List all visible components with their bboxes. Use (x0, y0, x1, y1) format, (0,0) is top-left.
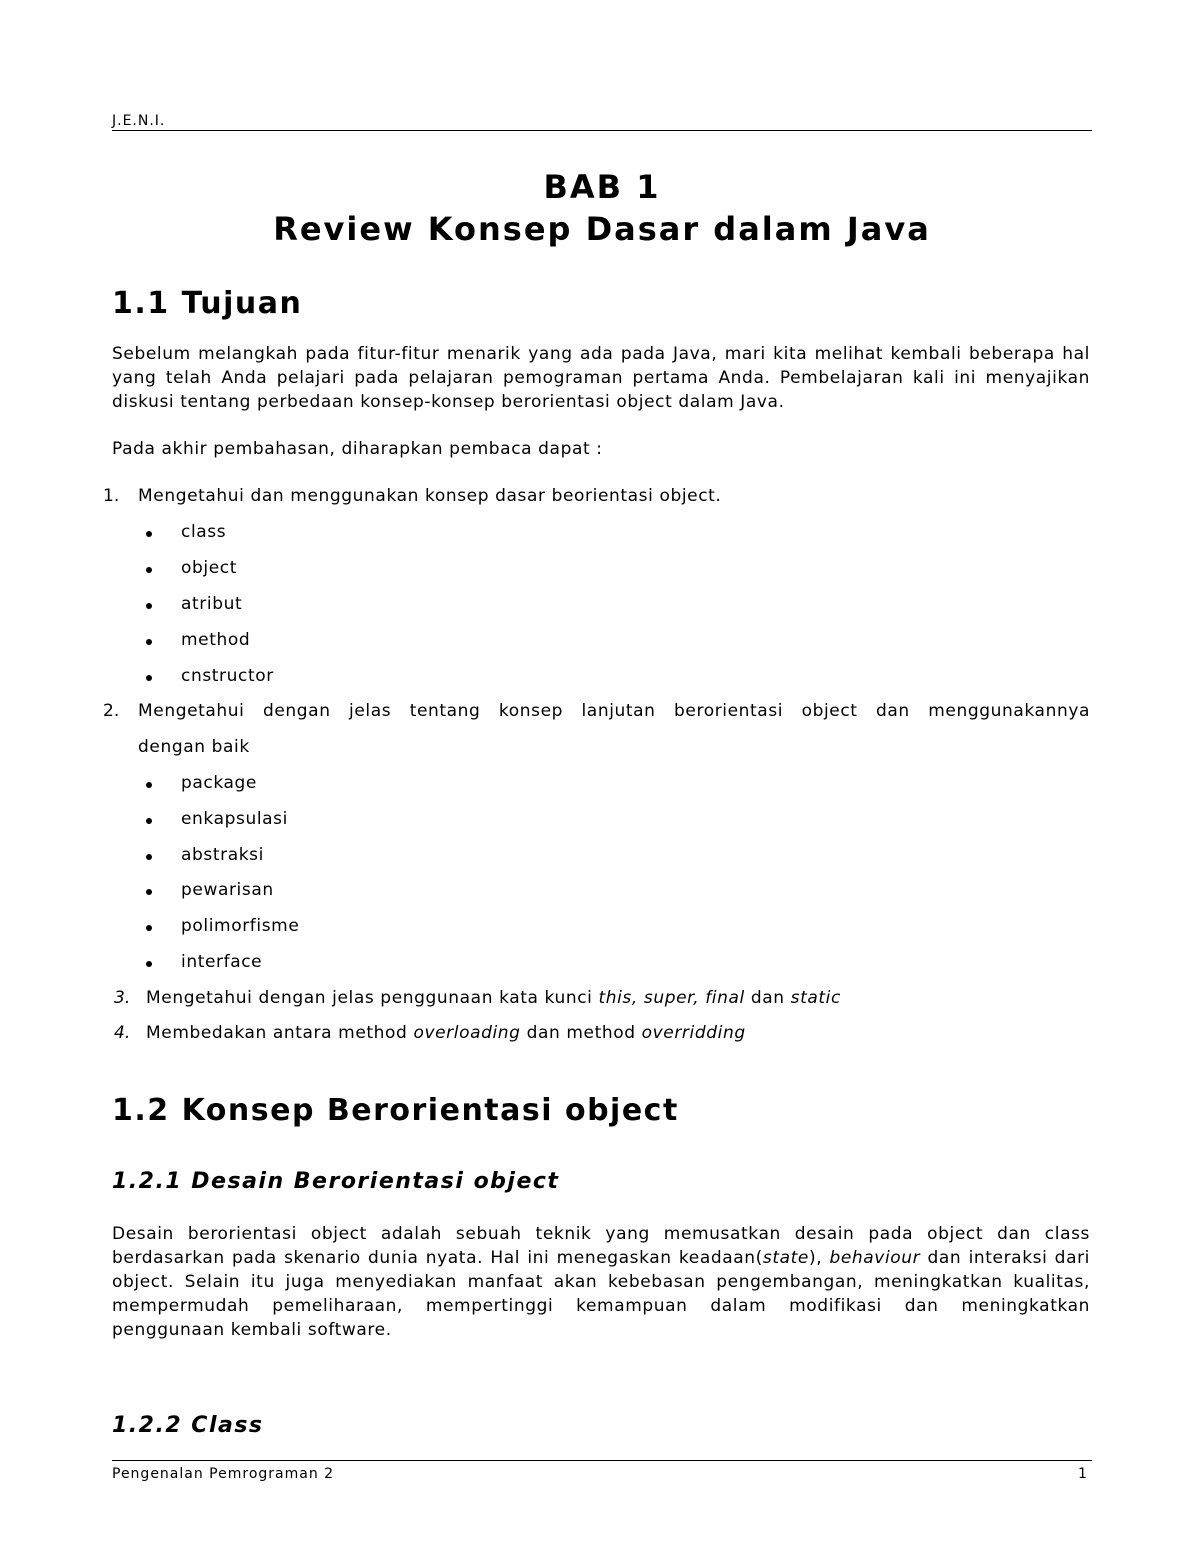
list-item: abstraksi (181, 845, 264, 865)
bullet-icon (146, 925, 152, 931)
footer-rule (112, 1460, 1092, 1461)
list-item: enkapsulasi (181, 809, 288, 829)
bullet-icon (146, 889, 152, 895)
goal-text: Mengetahui dengan jelas penggunaan kata kunci this, super, final dan static (146, 988, 841, 1008)
goal-text: Mengetahui dengan jelas tentang konsep lanjutan berorientasi object dan menggunakannya (138, 701, 1090, 721)
header-rule (112, 130, 1092, 131)
section-heading-tujuan: 1.1 Tujuan (112, 286, 303, 321)
intro-paragraph: Sebelum melangkah pada fitur-fitur menarik yang ada pada Java, mari kita melihat kembali beberapa hal yang telah Anda pelajari pada pelajaran pemograman pertama Anda. Pembelajaran kali ini menyajikan diskusi tentang perbedaan konsep-konsep berorientasi object dalam Java. (112, 344, 1090, 412)
running-header: J.E.N.I. (112, 113, 166, 129)
footer-title: Pengenalan Pemrograman 2 (112, 1466, 335, 1482)
list-item: atribut (181, 594, 243, 614)
bullet-icon (146, 567, 152, 573)
list-item: interface (181, 952, 263, 972)
bullet-icon (146, 818, 152, 824)
bullet-icon (146, 854, 152, 860)
goal-number: 2. (103, 701, 120, 721)
list-item: cnstructor (181, 666, 274, 686)
desain-paragraph: Desain berorientasi object adalah sebuah teknik yang memusatkan desain pada object dan class berdasarkan pada skenario dunia nyata. Hal ini menegaskan keadaan(state), behaviour dan interaksi dari object. Selain itu juga menyediakan manfaat akan kebebasan pengembangan, meningkatkan kualitas, mempermudah pemeliharaan, mempertinggi kemampuan dalam modifikasi dan meningkatkan penggunaan kembali software. (112, 1224, 1091, 1340)
section-heading-konsep: 1.2 Konsep Berorientasi object (112, 1093, 679, 1128)
list-item: pewarisan (181, 880, 274, 900)
goal-number: 1. (103, 486, 120, 506)
bullet-icon (146, 531, 152, 537)
goal-number: 3. (114, 988, 131, 1008)
bullet-icon (146, 603, 152, 609)
bullet-icon (146, 961, 152, 967)
list-item: class (181, 522, 227, 542)
lead-sentence: Pada akhir pembahasan, diharapkan pembaca dapat : (112, 439, 603, 459)
list-item: package (181, 773, 257, 793)
bullet-icon (146, 639, 152, 645)
bullet-icon (146, 675, 152, 681)
subsection-heading-class: 1.2.2 Class (112, 1413, 264, 1438)
goal-text: Mengetahui dan menggunakan konsep dasar beorientasi object. (138, 486, 722, 506)
list-item: method (181, 630, 251, 650)
bullet-icon (146, 782, 152, 788)
goal-text: Membedakan antara method overloading dan method overridding (146, 1023, 746, 1043)
list-item: polimorfisme (181, 916, 300, 936)
subsection-heading-desain: 1.2.1 Desain Berorientasi object (112, 1169, 560, 1194)
list-item: object (181, 558, 237, 578)
goal-number: 4. (114, 1023, 131, 1043)
chapter-title: Review Konsep Dasar dalam Java (273, 210, 931, 248)
chapter-number: BAB 1 (543, 168, 661, 206)
page-number: 1 (1078, 1466, 1087, 1482)
goal-text-continued: dengan baik (138, 737, 250, 757)
